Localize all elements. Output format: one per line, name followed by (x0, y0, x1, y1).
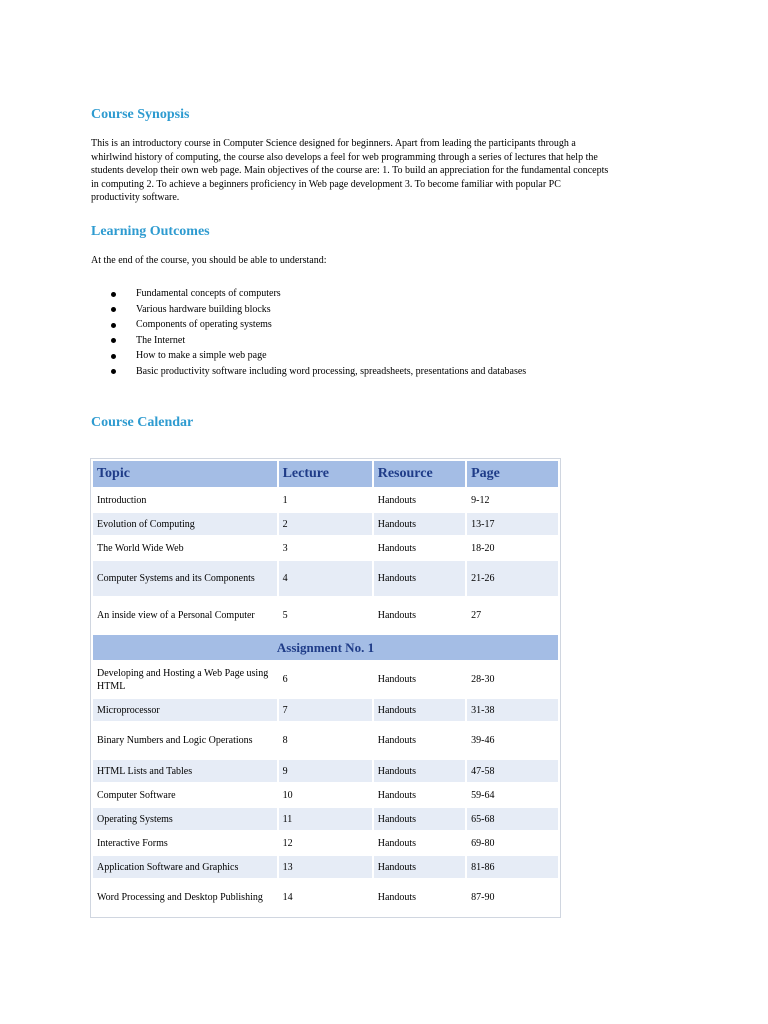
synopsis-line: in computing 2. To achieve a beginners proficiency in Web page development 3. To become familiar with popular PC (91, 178, 561, 190)
page-cell: 27 (467, 598, 558, 633)
resource-cell: Handouts (374, 880, 465, 915)
lecture-cell: 14 (279, 880, 372, 915)
learning-outcomes-list (91, 286, 526, 380)
resource-cell: Handouts (374, 598, 465, 633)
lecture-cell: 10 (279, 784, 372, 806)
column-header-lecture: Lecture (279, 461, 372, 487)
table-row (93, 760, 558, 782)
topic-cell: Computer Software (93, 784, 277, 806)
topic-cell: Microprocessor (93, 699, 277, 721)
table-row (93, 537, 558, 559)
list-item (91, 317, 526, 333)
page-cell: 21-26 (467, 561, 558, 596)
table-row (93, 880, 558, 915)
list-item (91, 333, 526, 349)
page-cell: 39-46 (467, 723, 558, 758)
topic-cell: Binary Numbers and Logic Operations (93, 723, 277, 758)
topic-cell: Application Software and Graphics (93, 856, 277, 878)
topic-cell: Developing and Hosting a Web Page using HTML (93, 662, 277, 697)
bullet-icon (111, 369, 116, 374)
lecture-cell: 4 (279, 561, 372, 596)
list-item-text: How to make a simple web page (136, 350, 267, 362)
synopsis-line: students develop their own web page. Main objectives of the course are: 1. To build an appreciation for the fundamental concepts (91, 165, 609, 176)
topic-cell: The World Wide Web (93, 537, 277, 559)
lecture-cell: 11 (279, 808, 372, 830)
list-item (91, 286, 526, 302)
resource-cell: Handouts (374, 856, 465, 878)
topic-cell: Operating Systems (93, 808, 277, 830)
resource-cell: Handouts (374, 723, 465, 758)
table-row (93, 489, 558, 511)
lecture-cell: 9 (279, 760, 372, 782)
synopsis-line: whirlwind history of computing, the course also develops a feel for web programming through a series of lectures that help the (91, 151, 598, 163)
topic-cell: An inside view of a Personal Computer (93, 598, 277, 633)
synopsis-line: This is an introductory course in Computer Science designed for beginners. Apart from leading the participants through a (91, 138, 576, 149)
resource-cell: Handouts (374, 784, 465, 806)
course-calendar-table (90, 458, 561, 918)
list-item-text: Fundamental concepts of computers (136, 288, 281, 299)
topic-cell: Interactive Forms (93, 832, 277, 854)
table-row (93, 513, 558, 535)
table-row (93, 561, 558, 596)
table-row (93, 699, 558, 721)
page-cell: 59-64 (467, 784, 558, 806)
page-cell: 18-20 (467, 537, 558, 559)
column-header-resource: Resource (374, 461, 465, 487)
list-item (91, 348, 526, 364)
list-item-text: Various hardware building blocks (136, 303, 271, 315)
list-item (91, 302, 526, 318)
bullet-icon (111, 292, 116, 297)
column-header-topic: Topic (93, 461, 277, 487)
table-row (93, 856, 558, 878)
table-row (93, 784, 558, 806)
resource-cell: Handouts (374, 808, 465, 830)
resource-cell: Handouts (374, 561, 465, 596)
resource-cell: Handouts (374, 662, 465, 697)
bullet-icon (111, 354, 116, 359)
page-cell: 9-12 (467, 489, 558, 511)
bullet-icon (111, 323, 116, 328)
list-item-text: Components of operating systems (136, 319, 272, 331)
lecture-cell: 13 (279, 856, 372, 878)
page-cell: 69-80 (467, 832, 558, 854)
list-item-text: Basic productivity software including word processing, spreadsheets, presentations and databases (136, 365, 527, 377)
lecture-cell: 8 (279, 723, 372, 758)
bullet-icon (111, 338, 116, 343)
lecture-cell: 1 (279, 489, 372, 511)
resource-cell: Handouts (374, 537, 465, 559)
topic-cell: Evolution of Computing (93, 513, 277, 535)
topic-cell: Introduction (93, 489, 277, 511)
resource-cell: Handouts (374, 513, 465, 535)
lecture-cell: 12 (279, 832, 372, 854)
resource-cell: Handouts (374, 699, 465, 721)
resource-cell: Handouts (374, 832, 465, 854)
table-header-row (93, 461, 558, 487)
table-row (93, 723, 558, 758)
list-item (91, 364, 526, 380)
lecture-cell: 6 (279, 662, 372, 697)
page-cell: 13-17 (467, 513, 558, 535)
page-cell: 28-30 (467, 662, 558, 697)
page-cell: 81-86 (467, 856, 558, 878)
page-cell: 31-38 (467, 699, 558, 721)
page-cell: 65-68 (467, 808, 558, 830)
column-header-page: Page (467, 461, 558, 487)
lecture-cell: 7 (279, 699, 372, 721)
table-row (93, 832, 558, 854)
page-cell: 47-58 (467, 760, 558, 782)
bullet-icon (111, 307, 116, 312)
table-row (93, 808, 558, 830)
topic-cell: Word Processing and Desktop Publishing (93, 880, 277, 915)
assignment-label: Assignment No. 1 (93, 635, 558, 660)
page-cell: 87-90 (467, 880, 558, 915)
topic-cell: Computer Systems and its Components (93, 561, 277, 596)
course-calendar-heading: Course Calendar (91, 415, 194, 430)
table-row (93, 662, 558, 697)
assignment-row (93, 635, 558, 660)
topic-cell: HTML Lists and Tables (93, 760, 277, 782)
lecture-cell: 3 (279, 537, 372, 559)
resource-cell: Handouts (374, 760, 465, 782)
synopsis-line: productivity software. (91, 192, 180, 203)
learning-outcomes-heading: Learning Outcomes (91, 224, 210, 239)
course-synopsis-heading: Course Synopsis (91, 107, 190, 122)
lecture-cell: 5 (279, 598, 372, 633)
list-item-text: The Internet (136, 334, 186, 346)
lecture-cell: 2 (279, 513, 372, 535)
table-row (93, 598, 558, 633)
learning-outcomes-intro: At the end of the course, you should be able to understand: (91, 255, 327, 266)
resource-cell: Handouts (374, 489, 465, 511)
course-synopsis-text (91, 137, 691, 205)
